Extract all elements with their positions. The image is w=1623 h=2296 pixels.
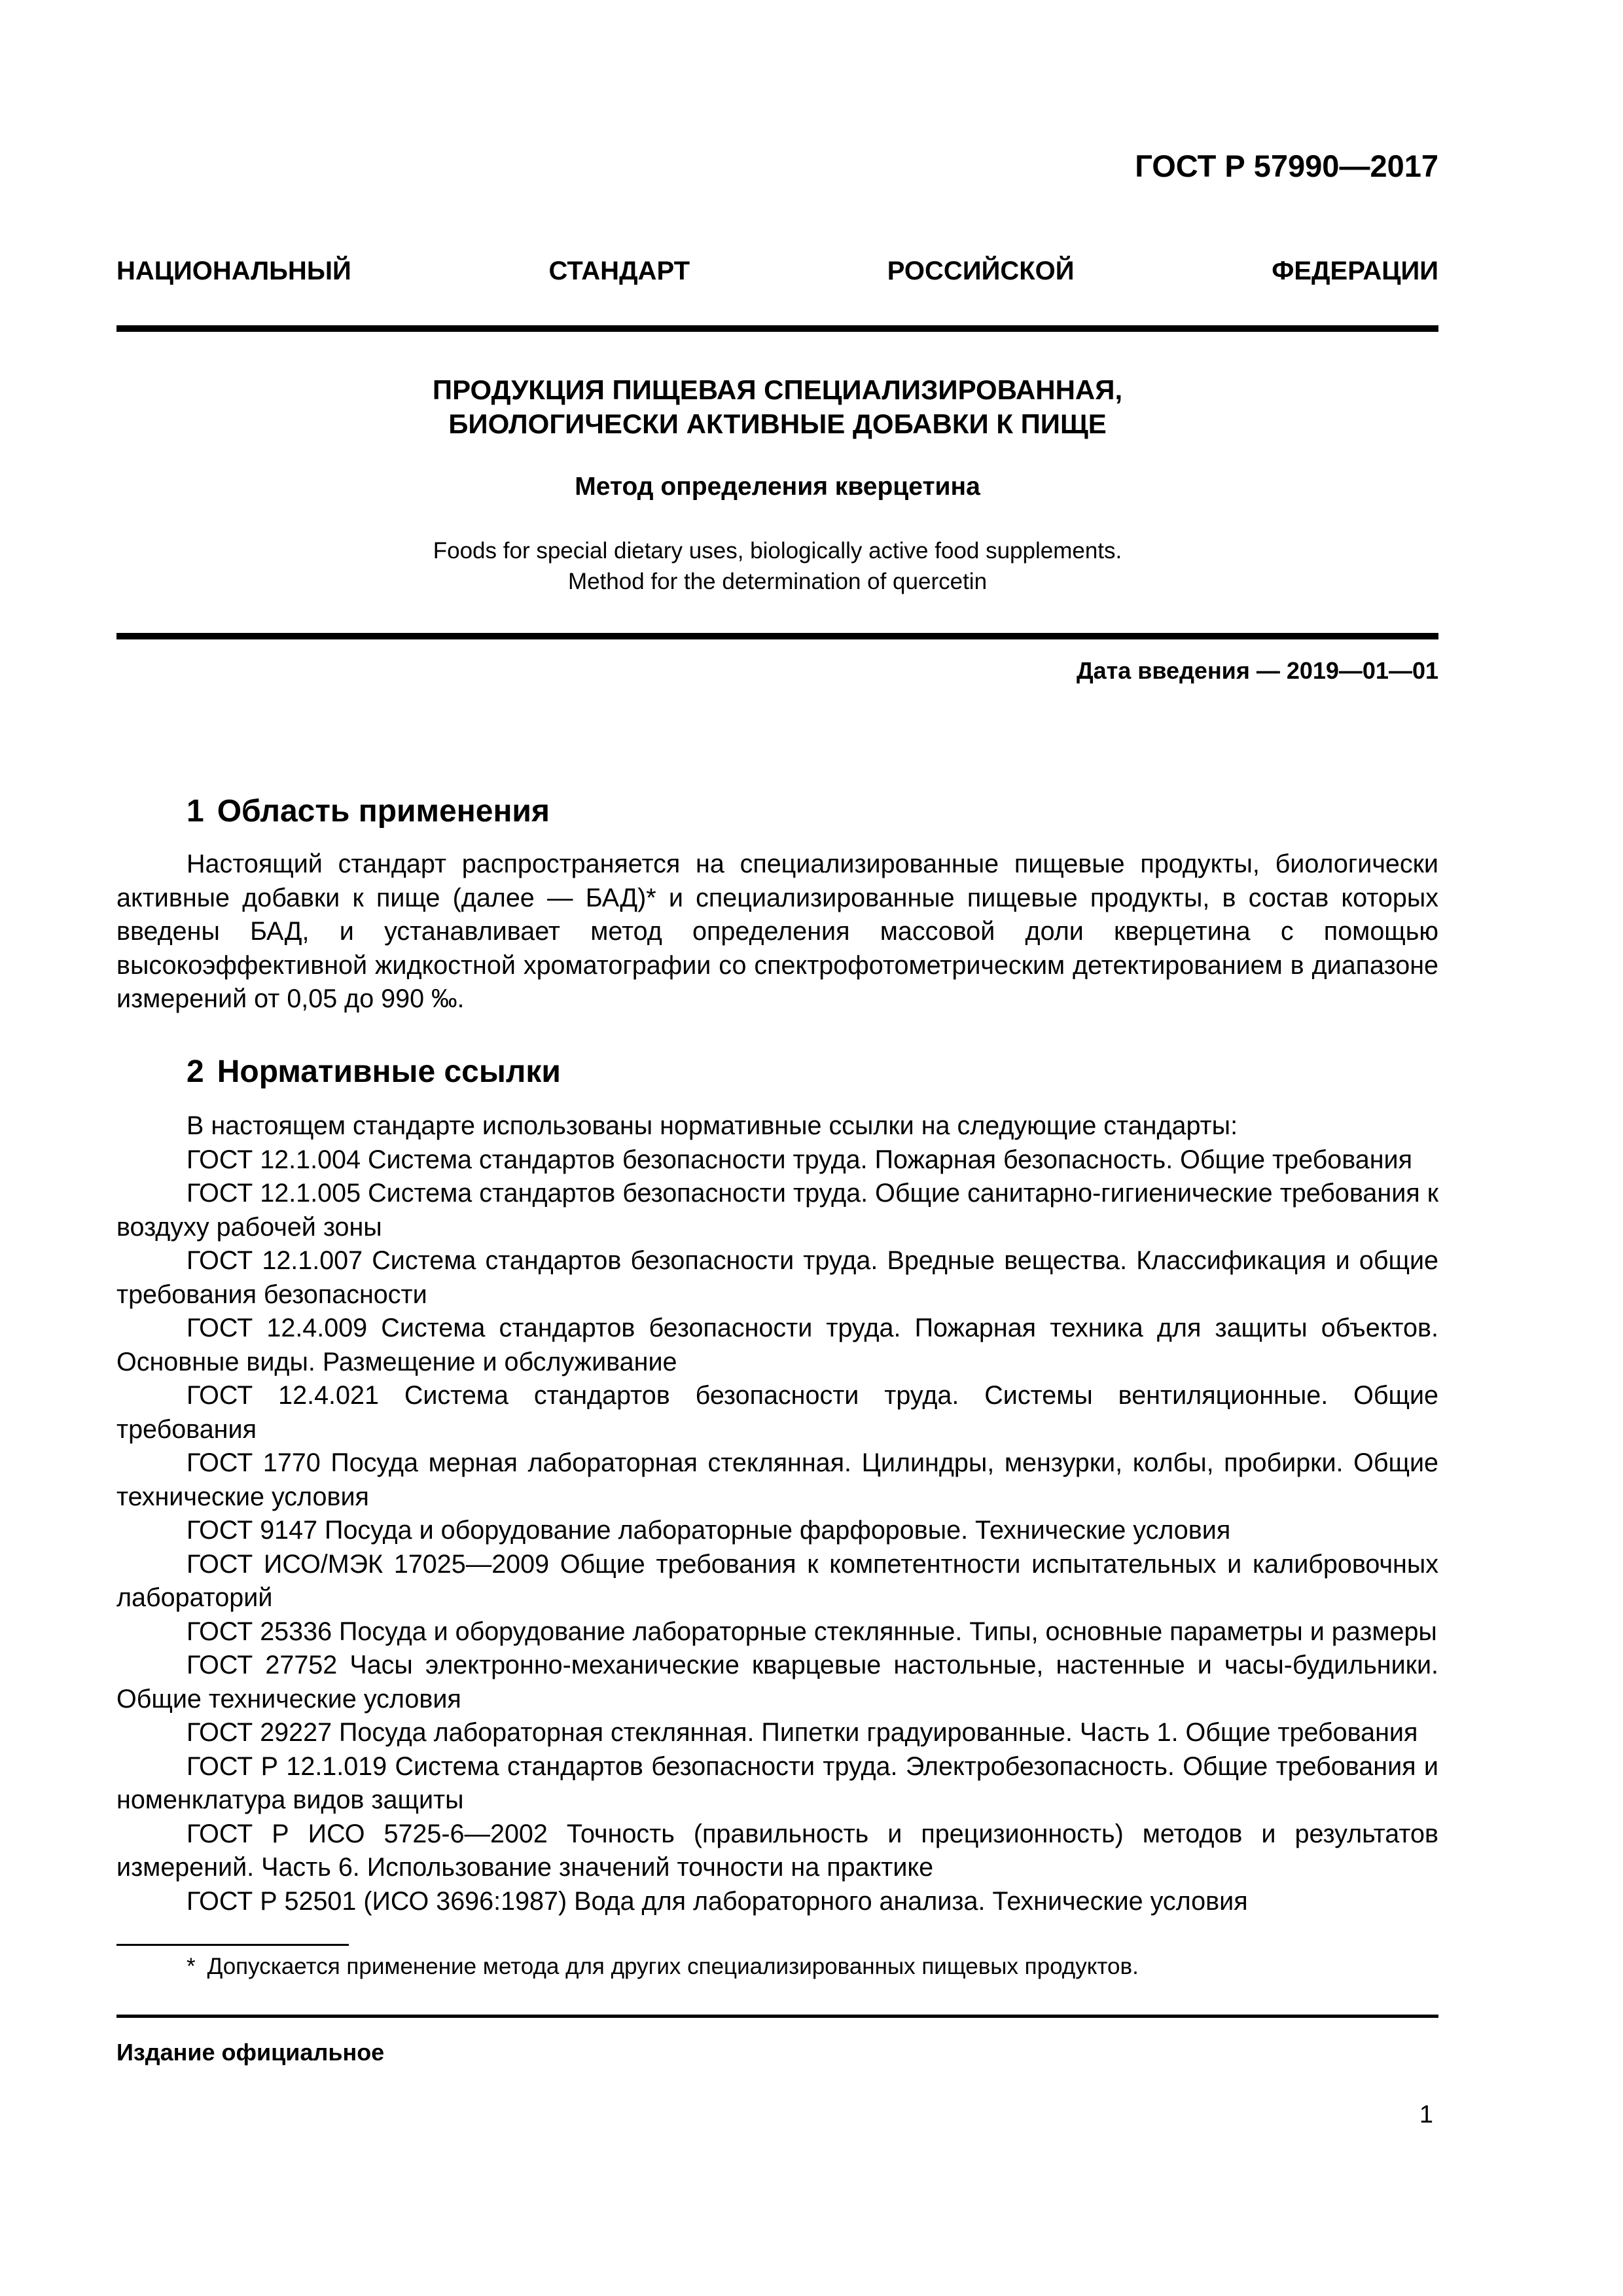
section-number: 1 xyxy=(187,794,204,829)
english-title-line-1: Foods for special dietary uses, biologically active food supplements. xyxy=(433,538,1122,564)
national-standard-banner xyxy=(116,257,1438,286)
document-subtitle: Метод определения кверцетина xyxy=(575,473,980,501)
scope-paragraph: Настоящий стандарт распространяется на специализированные пищевые продукты, биологически активные добавки к пище (далее — БАД)* и специализированные пищевые продукты, в состав которых введены БАД, и устанавливает метод определения массовой доли кверцетина с помощью высокоэффективной жидкостной хроматографии со спектрофотометрическим детектированием в диапазоне измерений от 0,05 до 990 ‰. xyxy=(116,850,1438,1013)
reference-item: ГОСТ Р ИСО 5725-6—2002 Точность (правильность и прецизионность) методов и результатов измерений. Часть 6. Использование значений точности на практике xyxy=(116,1819,1438,1882)
section-title: Область применения xyxy=(217,794,550,829)
references-intro: В настоящем стандарте использованы нормативные ссылки на следующие стандарты: xyxy=(187,1111,1238,1140)
reference-item: ГОСТ ИСО/МЭК 17025—2009 Общие требования к компетентности испытательных и калибровочных лабораторий xyxy=(116,1549,1438,1612)
reference-item: ГОСТ 12.1.004 Система стандартов безопасности труда. Пожарная безопасность. Общие требования xyxy=(187,1145,1412,1174)
reference-item: ГОСТ 9147 Посуда и оборудование лабораторные фарфоровые. Технические условия xyxy=(187,1516,1231,1545)
reference-item: ГОСТ 12.4.021 Система стандартов безопасности труда. Системы вентиляционные. Общие требования xyxy=(116,1381,1438,1444)
footnote xyxy=(187,1954,1139,1980)
reference-item: ГОСТ Р 12.1.019 Система стандартов безопасности труда. Электробезопасность. Общие требования и номенклатура видов защиты xyxy=(116,1751,1438,1814)
official-edition-label: Издание официальное xyxy=(116,2039,385,2066)
reference-item: ГОСТ 12.1.005 Система стандартов безопасности труда. Общие санитарно-гигиенические требования к воздуху рабочей зоны xyxy=(116,1179,1438,1242)
section-1-body xyxy=(116,848,1438,1016)
title-line-1: ПРОДУКЦИЯ ПИЩЕВАЯ СПЕЦИАЛИЗИРОВАННАЯ, xyxy=(432,374,1123,405)
footer-rule xyxy=(116,2015,1438,2018)
section-2-heading xyxy=(187,1054,561,1090)
section-2-body xyxy=(116,1109,1438,1918)
footnote-text: Допускается применение метода для других специализированных пищевых продуктов. xyxy=(207,1954,1139,1979)
reference-item: ГОСТ 1770 Посуда мерная лабораторная стеклянная. Цилиндры, мензурки, колбы, пробирки. Общие технические условия xyxy=(116,1448,1438,1511)
title-line-2: БИОЛОГИЧЕСКИ АКТИВНЫЕ ДОБАВКИ К ПИЩЕ xyxy=(448,408,1107,439)
reference-item: ГОСТ 12.1.007 Система стандартов безопасности труда. Вредные вещества. Классификация и общие требования безопасности xyxy=(116,1246,1438,1309)
section-number: 2 xyxy=(187,1054,204,1089)
title-rule xyxy=(116,633,1438,639)
english-title xyxy=(116,535,1438,597)
banner-word: ФЕДЕРАЦИИ xyxy=(1272,257,1438,285)
reference-item: ГОСТ 29227 Посуда лабораторная стеклянная. Пипетки градуированные. Часть 1. Общие требования xyxy=(187,1718,1418,1747)
reference-item: ГОСТ 25336 Посуда и оборудование лабораторные стеклянные. Типы, основные параметры и размеры xyxy=(187,1617,1437,1646)
section-title: Нормативные ссылки xyxy=(217,1054,561,1089)
english-title-line-2: Method for the determination of quercetin xyxy=(567,569,988,594)
page-number: 1 xyxy=(1419,2101,1433,2128)
banner-word: РОССИЙСКОЙ xyxy=(887,257,1075,285)
banner-word: НАЦИОНАЛЬНЫЙ xyxy=(116,257,351,285)
footnote-separator xyxy=(116,1944,349,1946)
reference-item: ГОСТ 12.4.009 Система стандартов безопасности труда. Пожарная техника для защиты объектов. Основные виды. Размещение и обслуживание xyxy=(116,1314,1438,1376)
document-title xyxy=(116,373,1438,441)
footnote-mark: * xyxy=(187,1954,196,1979)
section-1-heading xyxy=(187,793,550,829)
banner-word: СТАНДАРТ xyxy=(548,257,690,285)
reference-item: ГОСТ Р 52501 (ИСО 3696:1987) Вода для лабораторного анализа. Технические условия xyxy=(187,1886,1248,1916)
reference-item: ГОСТ 27752 Часы электронно-механические кварцевые настольные, настенные и часы-будильники. Общие технические условия xyxy=(116,1651,1438,1713)
header-rule xyxy=(116,325,1438,332)
standard-code: ГОСТ Р 57990—2017 xyxy=(1135,149,1438,183)
introduction-date: Дата введения — 2019—01—01 xyxy=(1076,657,1438,684)
